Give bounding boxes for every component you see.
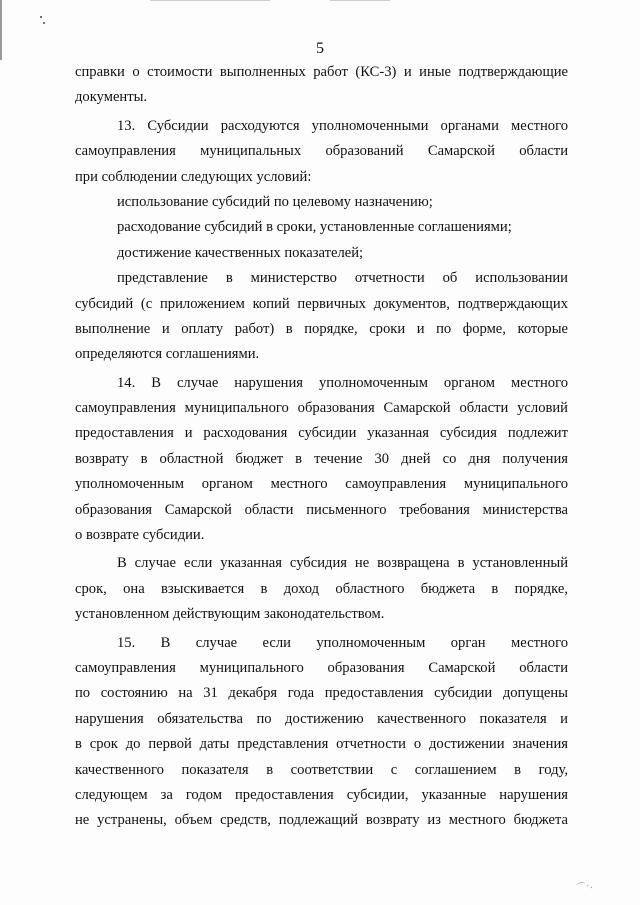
text-line: по состоянию на 31 декабря года предоставления субсидии допущены bbox=[75, 685, 568, 702]
text-line: в срок до первой даты представления отчетности о достижении значения bbox=[75, 736, 568, 753]
text-line: образования Самарской области письменного требования министерства bbox=[75, 501, 568, 518]
text-line: самоуправления муниципального образования Самарской области условий bbox=[75, 400, 568, 417]
text-line: установленном действующим законодательством. bbox=[75, 606, 385, 623]
text-line: субсидий (с приложением копий первичных документов, подтверждающих bbox=[75, 295, 568, 312]
text-line: предоставления и расходования субсидии указанная субсидия подлежит bbox=[75, 425, 568, 442]
text-line: использование субсидий по целевому назначению; bbox=[117, 193, 433, 210]
text-line: В случае если указанная субсидия не возвращена в установленный bbox=[117, 555, 568, 572]
text-line: качественного показателя в соответствии с соглашением в году, bbox=[75, 761, 568, 778]
text-line: следующем за годом предоставления субсидии, указанные нарушения bbox=[75, 786, 568, 803]
document-text bbox=[75, 60, 568, 834]
text-line: 14. В случае нарушения уполномоченным органом местного bbox=[117, 374, 568, 391]
text-line: определяются соглашениями. bbox=[75, 346, 260, 363]
text-line: нарушения обязательства по достижению качественного показателя и bbox=[75, 710, 568, 727]
text-line: самоуправления муниципального образования Самарской области bbox=[75, 659, 568, 676]
text-line: документы. bbox=[75, 89, 148, 106]
scan-speck bbox=[40, 16, 42, 18]
scan-speck bbox=[43, 22, 45, 24]
scan-corner-mark: ⌒·. bbox=[575, 880, 594, 895]
scan-edge-artifact bbox=[150, 0, 270, 1]
text-line: справки о стоимости выполненных работ (КС-3) и иные подтверждающие bbox=[75, 64, 568, 80]
scan-edge-artifact bbox=[330, 0, 390, 1]
text-line: достижение качественных показателей; bbox=[117, 244, 364, 261]
text-line: представление в министерство отчетности об использовании bbox=[117, 270, 568, 287]
text-line: 13. Субсидии расходуются уполномоченными органами местного bbox=[117, 117, 568, 134]
text-line: не устранены, объем средств, подлежащий возврату из местного бюджета bbox=[75, 812, 568, 829]
text-line: о возврате субсидии. bbox=[75, 527, 205, 544]
text-line: срок, она взыскивается в доход областного бюджета в порядке, bbox=[75, 580, 568, 597]
text-line: возврату в областной бюджет в течение 30 дней со дня получения bbox=[75, 450, 568, 467]
text-line: расходование субсидий в сроки, установленные соглашениями; bbox=[117, 219, 512, 236]
text-line: уполномоченным органом местного самоуправления муниципального bbox=[75, 476, 568, 493]
text-line: 15. В случае если уполномоченным орган местного bbox=[117, 634, 568, 651]
text-line: самоуправления муниципальных образований Самарской области bbox=[75, 143, 568, 160]
text-line: выполнение и оплату работ) в порядке, сроки и по форме, которые bbox=[75, 320, 568, 337]
page-number: 5 bbox=[316, 40, 324, 57]
text-line: при соблюдении следующих условий: bbox=[75, 168, 312, 185]
